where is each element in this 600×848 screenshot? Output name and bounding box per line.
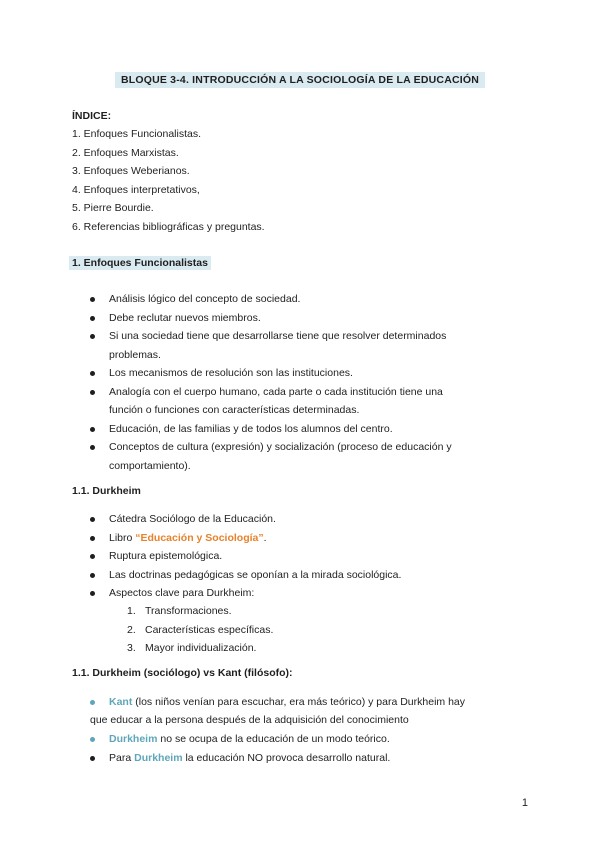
list-item: Durkheim no se ocupa de la educación de un modo teórico.: [109, 730, 390, 749]
bullet-icon: [90, 427, 95, 432]
index-item: 1. Enfoques Funcionalistas.: [72, 128, 201, 140]
section12-heading: 1.1. Durkheim (sociólogo) vs Kant (filósofo):: [72, 667, 293, 679]
index-item: 4. Enfoques interpretativos,: [72, 184, 200, 196]
list-item: Análisis lógico del concepto de sociedad.: [109, 290, 452, 309]
list-item: Para Durkheim la educación NO provoca desarrollo natural.: [109, 749, 390, 768]
index-heading: ÍNDICE:: [72, 110, 112, 122]
list-item: Si una sociedad tiene que desarrollarse tiene que resolver determinados problemas.: [109, 327, 452, 364]
list-item: Educación, de las familias y de todos los alumnos del centro.: [109, 420, 452, 439]
bullet-icon: [90, 445, 95, 450]
section12-list: [109, 693, 465, 712]
list-item: Cátedra Sociólogo de la Educación.: [109, 510, 401, 529]
bullet-icon: [90, 554, 95, 559]
wrapped-line: que educar a la persona después de la adquisición del conocimiento: [90, 714, 409, 726]
list-item: Las doctrinas pedagógicas se oponían a la mirada sociológica.: [109, 566, 401, 585]
sublist-item: 3. Mayor individualización.: [127, 642, 257, 654]
index-item: 2. Enfoques Marxistas.: [72, 147, 179, 159]
section11-list: [109, 510, 401, 603]
sublist-item: 2. Características específicas.: [127, 623, 274, 636]
bullet-icon: [90, 390, 95, 395]
sublist-item: 1. Transformaciones.: [127, 605, 232, 617]
section1-heading: 1. Enfoques Funcionalistas: [69, 256, 211, 270]
section12-list-cont: [109, 730, 390, 767]
bullet-icon: [90, 316, 95, 321]
index-item: 5. Pierre Bourdie.: [72, 202, 154, 214]
document-title: BLOQUE 3-4. INTRODUCCIÓN A LA SOCIOLOGÍA DE LA EDUCACIÓN: [115, 72, 485, 88]
index-item: 3. Enfoques Weberianos.: [72, 165, 190, 177]
section11-sublist: [127, 602, 274, 658]
bullet-icon: [90, 573, 95, 578]
index-item: 6. Referencias bibliográficas y preguntas.: [72, 221, 265, 233]
list-item: Aspectos clave para Durkheim:: [109, 584, 401, 603]
list-item: Libro “Educación y Sociología”.: [109, 529, 401, 548]
bullet-icon: [90, 297, 95, 302]
list-item: Kant (los niños venían para escuchar, era más teórico) y para Durkheim hay: [109, 693, 465, 712]
bullet-icon: [90, 334, 95, 339]
section-heading: [72, 257, 211, 269]
bullet-icon: [90, 756, 95, 761]
bullet-icon: [90, 737, 95, 742]
list-item: Los mecanismos de resolución son las instituciones.: [109, 364, 452, 383]
list-item: Analogía con el cuerpo humano, cada parte o cada institución tiene una función o funciones con características determinadas.: [109, 383, 452, 420]
bullet-icon: [90, 371, 95, 376]
section1-list: [109, 290, 452, 475]
book-title: “Educación y Sociología”: [135, 531, 264, 544]
bullet-icon: [90, 700, 95, 705]
section11-heading: 1.1. Durkheim: [72, 485, 141, 497]
bullet-icon: [90, 536, 95, 541]
title-wrap: [0, 72, 600, 88]
list-item: Debe reclutar nuevos miembros.: [109, 309, 452, 328]
bullet-icon: [90, 591, 95, 596]
page-number: 1: [521, 797, 528, 809]
list-item: Ruptura epistemológica.: [109, 547, 401, 566]
bullet-icon: [90, 517, 95, 522]
list-item: Conceptos de cultura (expresión) y socialización (proceso de educación y comportamiento).: [109, 438, 452, 475]
